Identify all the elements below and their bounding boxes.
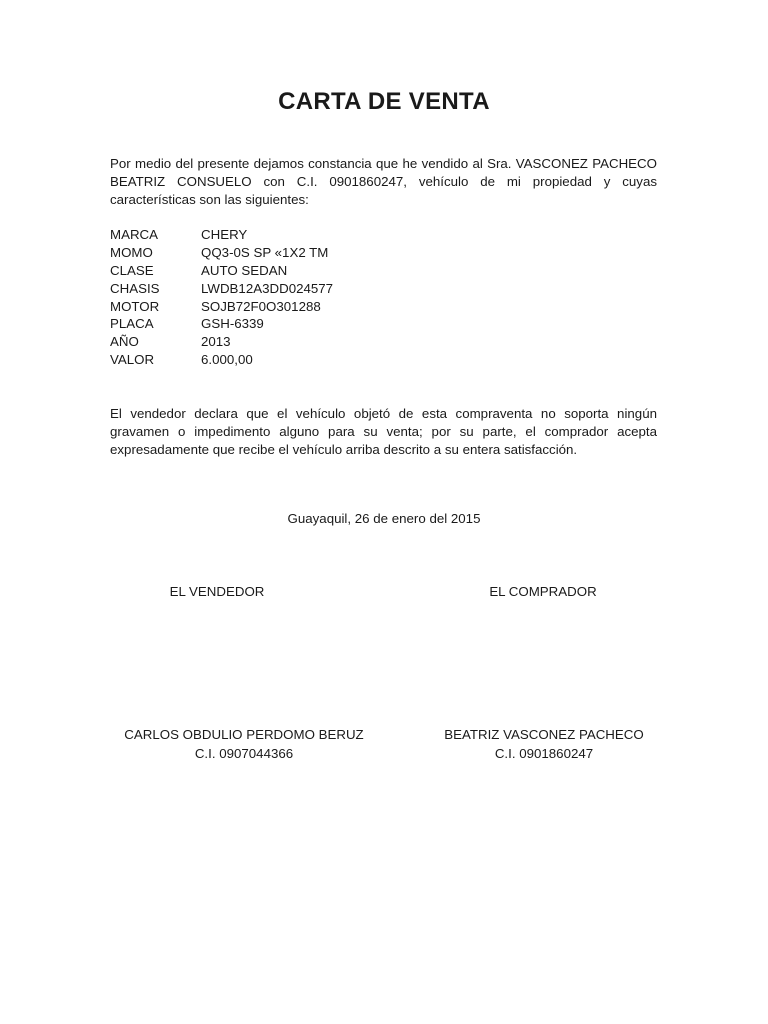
spec-label: VALOR [110,352,155,368]
buyer-name: BEATRIZ VASCONEZ PACHECO [444,727,644,742]
spec-row-modelo [110,244,333,262]
spec-label: CLASE [110,262,154,278]
spec-value: GSH-6339 [201,316,264,332]
spec-row-marca [110,226,333,244]
spec-value: LWDB12A3DD024577 [201,280,334,296]
seller-name: CARLOS OBDULIO PERDOMO BERUZ [124,727,364,742]
spec-label: MARCA [110,227,159,242]
buyer-id: C.I. 0901860247 [494,746,594,761]
spec-value: CHERY [201,227,248,242]
vehicle-specs [110,226,333,369]
buyer-role-label: EL COMPRADOR [489,584,597,599]
document-title: CARTA DE VENTA [278,88,490,115]
spec-row-motor [110,298,333,316]
spec-value: 2013 [201,334,231,350]
spec-label: MOTOR [110,298,160,314]
spec-row-placa [110,315,333,333]
spec-value: QQ3-0S SP «1X2 TM [201,244,329,260]
buyer-signature-block [414,725,674,763]
spec-row-anio [110,333,333,351]
seller-id: C.I. 0907044366 [194,746,294,761]
spec-label: CHASIS [110,280,160,296]
spec-value: AUTO SEDAN [201,262,288,278]
spec-row-valor [110,351,333,369]
declaration-paragraph: El vendedor declara que el vehículo objetó de esta compraventa no soporta ningún gravamen o impedimento alguno para su venta; por su parte, el comprador acepta expresadamente que recibe el vehículo arriba descrito a su entera satisfacción. [110,406,657,457]
spec-value: 6.000,00 [201,352,253,368]
spec-row-clase [110,262,333,280]
seller-signature-block [114,725,374,763]
spec-label: AÑO [110,334,139,350]
spec-label: MOMO [110,244,153,260]
intro-paragraph: Por medio del presente dejamos constancia que he vendido al Sra. VASCONEZ PACHECO BEATRIZ CONSUELO con C.I. 0901860247, vehículo de mi propiedad y cuyas características son las siguientes: [110,156,657,207]
spec-label: PLACA [110,316,154,332]
place-date: Guayaquil, 26 de enero del 2015 [287,511,481,526]
seller-role-label: EL VENDEDOR [169,584,265,599]
spec-value: SOJB72F0O301288 [201,298,321,314]
spec-row-chasis [110,280,333,298]
